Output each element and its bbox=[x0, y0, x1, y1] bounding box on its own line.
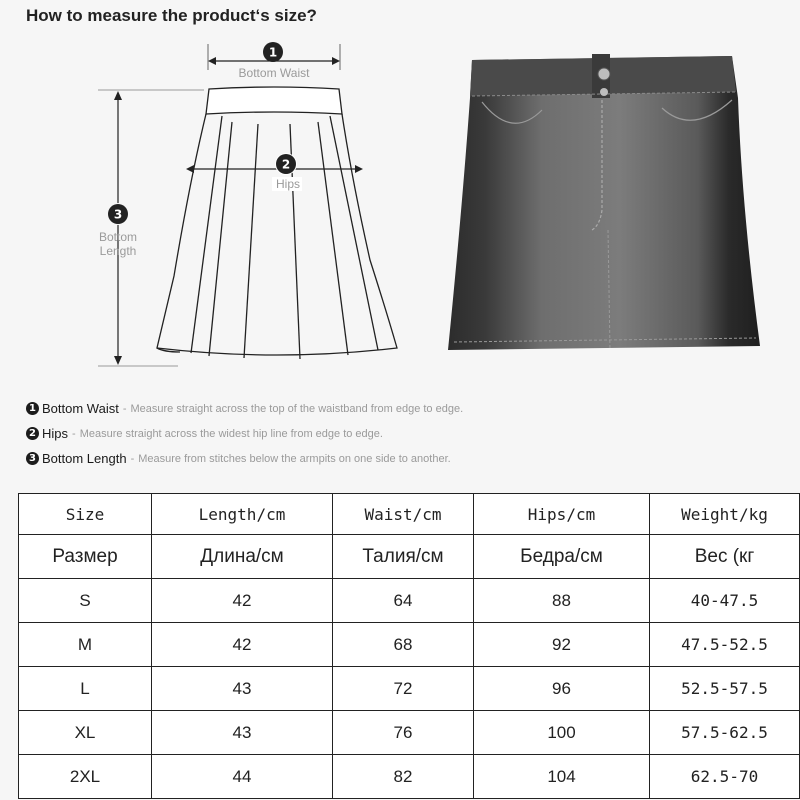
hips-cell: 96 bbox=[474, 667, 650, 711]
marker-3-icon bbox=[107, 203, 129, 225]
length-cell: 42 bbox=[152, 623, 333, 667]
note-term: Bottom Length bbox=[42, 451, 127, 466]
header-row-russian bbox=[19, 535, 800, 579]
length-label-line2: Length bbox=[99, 244, 137, 258]
marker-2-icon bbox=[275, 153, 297, 175]
length-cell: 43 bbox=[152, 667, 333, 711]
number-2-icon: 2 bbox=[26, 427, 39, 440]
note-hips bbox=[26, 421, 786, 446]
hips-measure-arrow bbox=[186, 165, 363, 173]
size-cell: M bbox=[19, 623, 152, 667]
weight-cell: 52.5-57.5 bbox=[650, 667, 800, 711]
table-row bbox=[19, 755, 800, 799]
waist-cell: 72 bbox=[333, 667, 474, 711]
measurement-notes bbox=[26, 396, 786, 471]
length-cell: 44 bbox=[152, 755, 333, 799]
weight-cell: 40-47.5 bbox=[650, 579, 800, 623]
header-cell: Длина/см bbox=[152, 535, 333, 579]
length-cell: 42 bbox=[152, 579, 333, 623]
header-cell: Weight/kg bbox=[650, 494, 800, 535]
hips-label: Hips bbox=[275, 177, 301, 191]
number-1-icon: 1 bbox=[26, 402, 39, 415]
header-row-english bbox=[19, 494, 800, 535]
page-title: How to measure the product‘s size? bbox=[26, 6, 317, 25]
weight-cell: 47.5-52.5 bbox=[650, 623, 800, 667]
weight-cell: 57.5-62.5 bbox=[650, 711, 800, 755]
weight-cell: 62.5-70 bbox=[650, 755, 800, 799]
note-description: Measure straight across the widest hip line from edge to edge. bbox=[79, 427, 383, 440]
header-cell: Length/cm bbox=[152, 494, 333, 535]
note-separator: - bbox=[72, 427, 76, 440]
length-label-line1: Bottom bbox=[98, 230, 138, 244]
header-cell: Waist/cm bbox=[333, 494, 474, 535]
note-description: Measure straight across the top of the waistband from edge to edge. bbox=[130, 402, 464, 415]
note-term: Bottom Waist bbox=[42, 401, 119, 416]
header-cell: Бедра/см bbox=[474, 535, 650, 579]
svg-text:2: 2 bbox=[281, 157, 291, 172]
skirt-measurement-diagram bbox=[0, 30, 420, 380]
size-cell: S bbox=[19, 579, 152, 623]
note-description: Measure from stitches below the armpits on one side to another. bbox=[138, 452, 451, 465]
note-length bbox=[26, 446, 786, 471]
table-row bbox=[19, 667, 800, 711]
waist-cell: 64 bbox=[333, 579, 474, 623]
note-separator: - bbox=[130, 452, 135, 465]
svg-text:3: 3 bbox=[113, 207, 123, 222]
size-cell: XL bbox=[19, 711, 152, 755]
denim-skirt-product-photo bbox=[442, 50, 762, 356]
svg-text:1: 1 bbox=[268, 45, 278, 60]
marker-1-icon bbox=[263, 42, 283, 62]
hips-cell: 100 bbox=[474, 711, 650, 755]
hips-cell: 88 bbox=[474, 579, 650, 623]
size-cell: L bbox=[19, 667, 152, 711]
hips-cell: 92 bbox=[474, 623, 650, 667]
size-chart-table bbox=[18, 493, 800, 799]
size-cell: 2XL bbox=[19, 755, 152, 799]
waist-label: Bottom Waist bbox=[238, 66, 310, 80]
header-cell: Hips/cm bbox=[474, 494, 650, 535]
header-cell: Вес (кг bbox=[650, 535, 800, 579]
note-term: Hips bbox=[42, 426, 69, 441]
table-row bbox=[19, 711, 800, 755]
header-cell: Талия/см bbox=[333, 535, 474, 579]
waist-cell: 82 bbox=[333, 755, 474, 799]
table-row bbox=[19, 579, 800, 623]
waist-cell: 68 bbox=[333, 623, 474, 667]
note-separator: - bbox=[122, 402, 127, 415]
table-row bbox=[19, 623, 800, 667]
length-cell: 43 bbox=[152, 711, 333, 755]
skirt-outline bbox=[157, 87, 397, 359]
hips-cell: 104 bbox=[474, 755, 650, 799]
waist-cell: 76 bbox=[333, 711, 474, 755]
note-waist bbox=[26, 396, 786, 421]
length-measure-arrow bbox=[98, 90, 204, 366]
number-3-icon: 3 bbox=[26, 452, 39, 465]
header-cell: Size bbox=[19, 494, 152, 535]
header-cell: Размер bbox=[19, 535, 152, 579]
